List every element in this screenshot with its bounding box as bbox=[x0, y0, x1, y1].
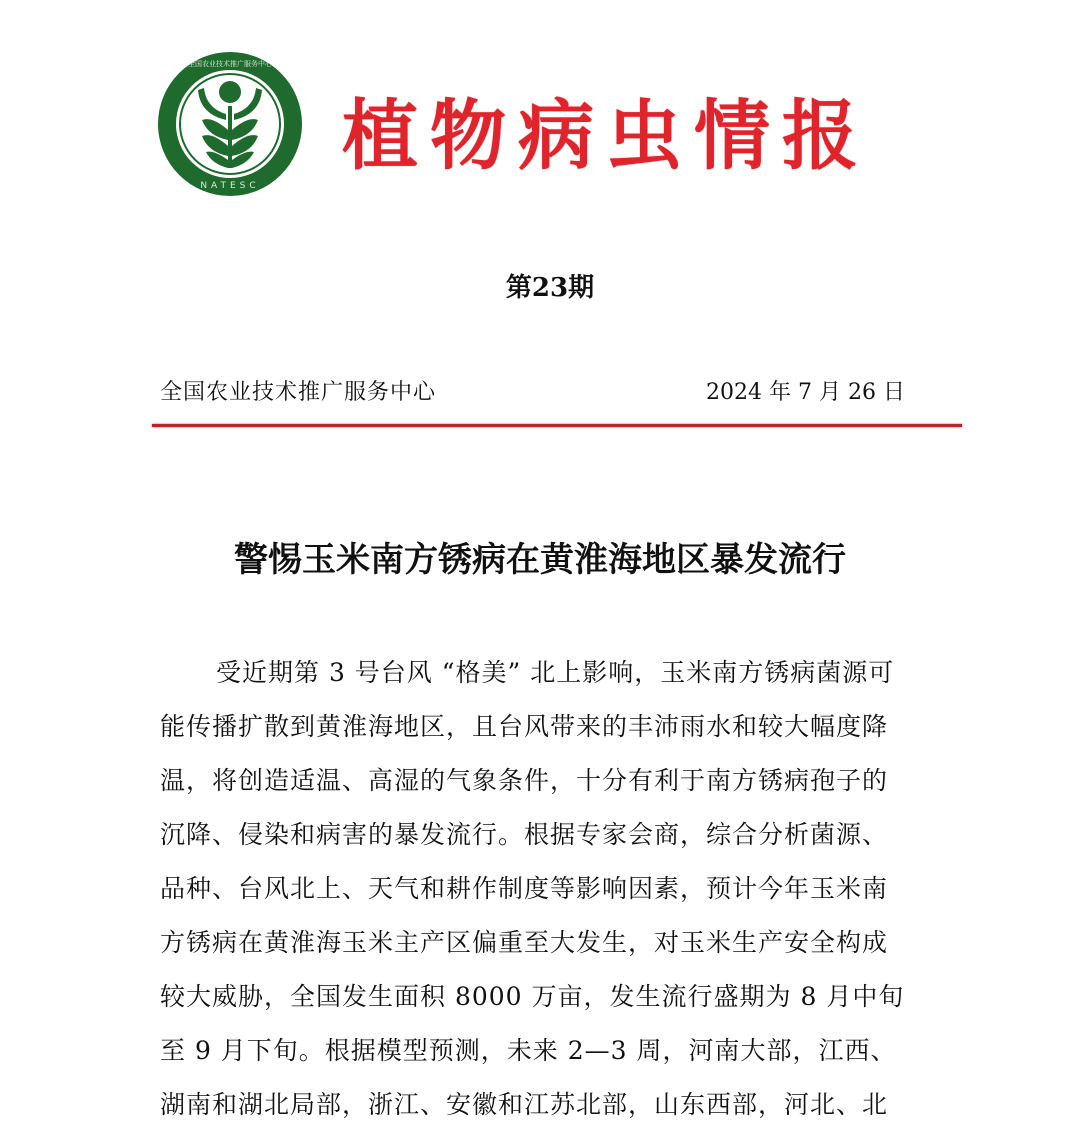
body-line: 较大威胁，全国发生面积 8000 万亩，发生流行盛期为 8 月中旬 bbox=[160, 982, 905, 1011]
article-headline: 警惕玉米南方锈病在黄淮海地区暴发流行 bbox=[234, 540, 846, 580]
svg-text:全国农业技术推广服务中心: 全国农业技术推广服务中心 bbox=[188, 60, 272, 68]
natesc-wheat-emblem-icon bbox=[156, 50, 304, 198]
natesc-logo bbox=[156, 50, 304, 198]
issue-number: 第23期 bbox=[505, 273, 595, 303]
body-line: 温，将创造适温、高湿的气象条件，十分有利于南方锈病孢子的 bbox=[160, 766, 889, 795]
body-line: 至 9 月下旬。根据模型预测，未来 2—3 周，河南大部，江西、 bbox=[160, 1036, 897, 1065]
body-line: 方锈病在黄淮海玉米主产区偏重至大发生，对玉米生产安全构成 bbox=[160, 928, 889, 957]
header-divider bbox=[152, 424, 962, 427]
body-line: 受近期第 3 号台风 “格美” 北上影响，玉米南方锈病菌源可 bbox=[216, 658, 895, 687]
article-body bbox=[160, 646, 950, 1132]
body-line: 品种、台风北上、天气和耕作制度等影响因素，预计今年玉米南 bbox=[160, 874, 889, 903]
svg-text:NATESC: NATESC bbox=[200, 181, 260, 191]
body-line: 湖南和湖北局部，浙江、安徽和江苏北部，山东西部，河北、北 bbox=[160, 1090, 889, 1119]
issuer-name: 全国农业技术推广服务中心 bbox=[160, 380, 437, 405]
masthead-title: 植物病虫情报 bbox=[342, 91, 870, 180]
body-line: 能传播扩散到黄淮海地区，且台风带来的丰沛雨水和较大幅度降 bbox=[160, 712, 889, 741]
body-line: 沉降、侵染和病害的暴发流行。根据专家会商，综合分析菌源、 bbox=[160, 820, 889, 849]
issue-date: 2024 年 7 月 26 日 bbox=[706, 380, 905, 405]
